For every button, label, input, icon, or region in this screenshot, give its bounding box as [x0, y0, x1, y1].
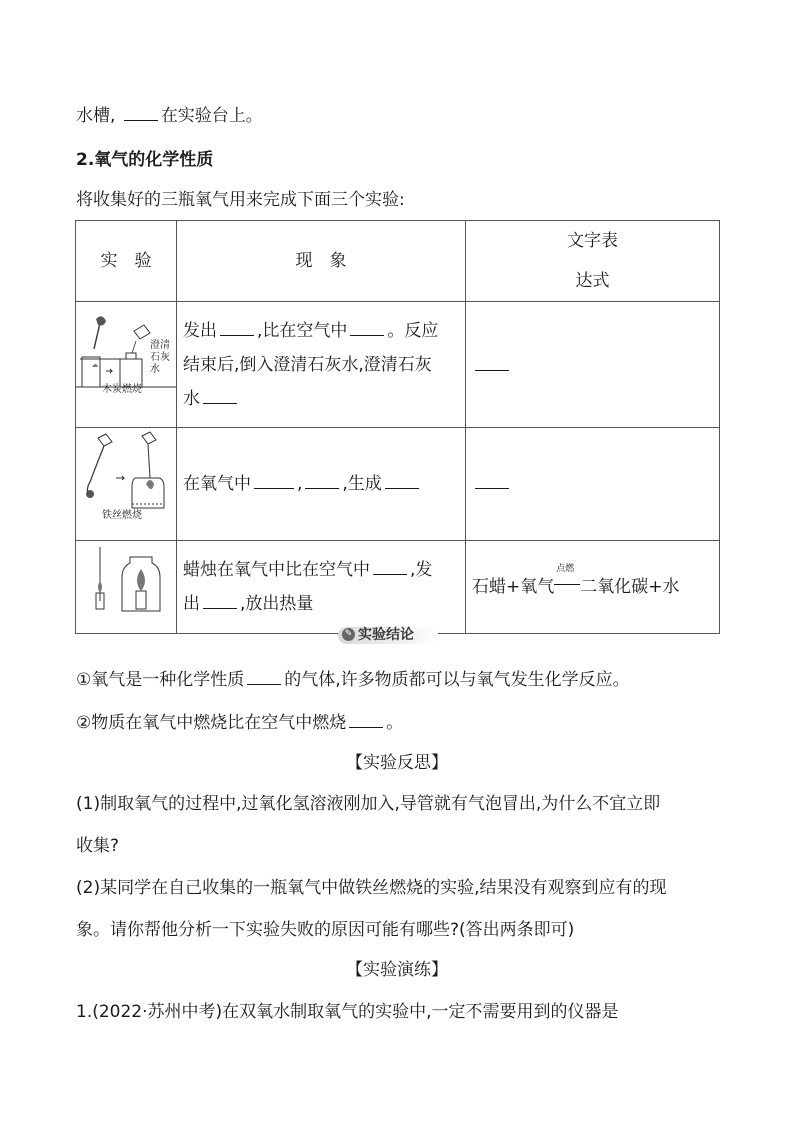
phenomenon-charcoal: [177, 302, 466, 428]
header-phenomenon: 现 象: [177, 221, 466, 302]
pencil-icon: ✎: [342, 628, 355, 641]
phenomenon-candle: [177, 541, 466, 634]
blank[interactable]: [220, 321, 254, 336]
blank[interactable]: [203, 594, 237, 609]
blank[interactable]: [373, 560, 407, 575]
text: 。: [386, 713, 404, 733]
equation-left: 石蜡+氧气: [472, 577, 555, 597]
conclusion-tag-label: 实验结论: [358, 627, 414, 643]
figure-iron: [76, 428, 177, 541]
conclusion-item-1: [76, 668, 630, 692]
text: 水: [183, 388, 200, 409]
text: ,放出热量: [240, 594, 314, 614]
header-equation-line2: 达式: [575, 271, 610, 291]
blank[interactable]: [475, 474, 509, 489]
blank[interactable]: [350, 321, 384, 336]
practice-title: 【实验演练】: [346, 960, 448, 980]
conclusion-item-2: [76, 711, 403, 735]
text: 结束后,倒入澄清石灰水,澄清石灰: [183, 354, 432, 375]
text-prefix: 水槽,: [76, 106, 116, 126]
section-intro: 将收集好的三瓶氧气用来完成下面三个实验:: [76, 190, 405, 210]
equation-iron: [466, 428, 720, 541]
reflection-title: 【实验反思】: [346, 753, 448, 773]
phenomenon-iron: [177, 428, 466, 541]
blank[interactable]: [247, 670, 281, 685]
text: 在氧气中: [183, 474, 251, 494]
text: 发出: [183, 320, 217, 341]
header-equation: [466, 221, 720, 302]
text: ,发: [410, 560, 433, 580]
blank[interactable]: [254, 474, 294, 489]
reflection-q1-line1: (1)制取氧气的过程中,过氧化氢溶液刚加入,导管就有气泡冒出,为什么不宜立即: [76, 794, 661, 814]
reaction-arrow: [554, 564, 580, 604]
figure-label: 澄清石灰水: [150, 340, 170, 375]
blank[interactable]: [385, 474, 419, 489]
fill-line-top: [76, 104, 263, 128]
candle-burning-icon: [76, 541, 176, 621]
reflection-q2-line1: (2)某同学在自己收集的一瓶氧气中做铁丝燃烧的实验,结果没有观察到应有的现: [76, 878, 667, 898]
equation-candle: [466, 541, 720, 634]
text: 的气体,许多物质都可以与氧气发生化学反应。: [284, 670, 630, 690]
equation-right: 二氧化碳+水: [580, 577, 680, 597]
header-experiment: 实 验: [76, 221, 177, 302]
text-suffix: 在实验台上。: [160, 106, 263, 126]
text: 出: [183, 594, 200, 614]
header-equation-line1: 文字表: [567, 231, 618, 251]
figure-candle: [76, 541, 177, 634]
figure-caption: 铁丝燃烧: [102, 510, 142, 521]
section-title: 2.氧气的化学性质: [76, 150, 214, 170]
text: ,生成: [342, 474, 382, 494]
reflection-q2-line2: 象。请你帮他分析一下实验失败的原因可能有哪些?(答出两条即可): [76, 920, 575, 940]
text: 。反应: [387, 320, 439, 341]
text: ②物质在氧气中燃烧比在空气中燃烧: [76, 713, 347, 733]
reflection-q1-line2: 收集?: [76, 836, 120, 856]
practice-q1: 1.(2022·苏州中考)在双氧水制取氧气的实验中,一定不需要用到的仪器是: [76, 1002, 619, 1022]
text: ,: [297, 474, 303, 494]
blank[interactable]: [203, 389, 237, 404]
blank[interactable]: [305, 474, 339, 489]
equation-charcoal: [466, 302, 720, 428]
blank[interactable]: [475, 356, 509, 371]
reaction-condition: 点燃: [556, 564, 575, 574]
figure-caption: 木炭燃烧: [102, 384, 142, 395]
conclusion-tag: [338, 624, 426, 646]
figure-charcoal: [76, 302, 177, 428]
experiment-table: [75, 220, 720, 634]
text: ①氧气是一种化学性质: [76, 670, 245, 690]
blank[interactable]: [349, 713, 383, 728]
blank[interactable]: [124, 106, 158, 121]
text: ,比在空气中: [257, 320, 348, 341]
text: 蜡烛在氧气中比在空气中: [183, 560, 370, 580]
